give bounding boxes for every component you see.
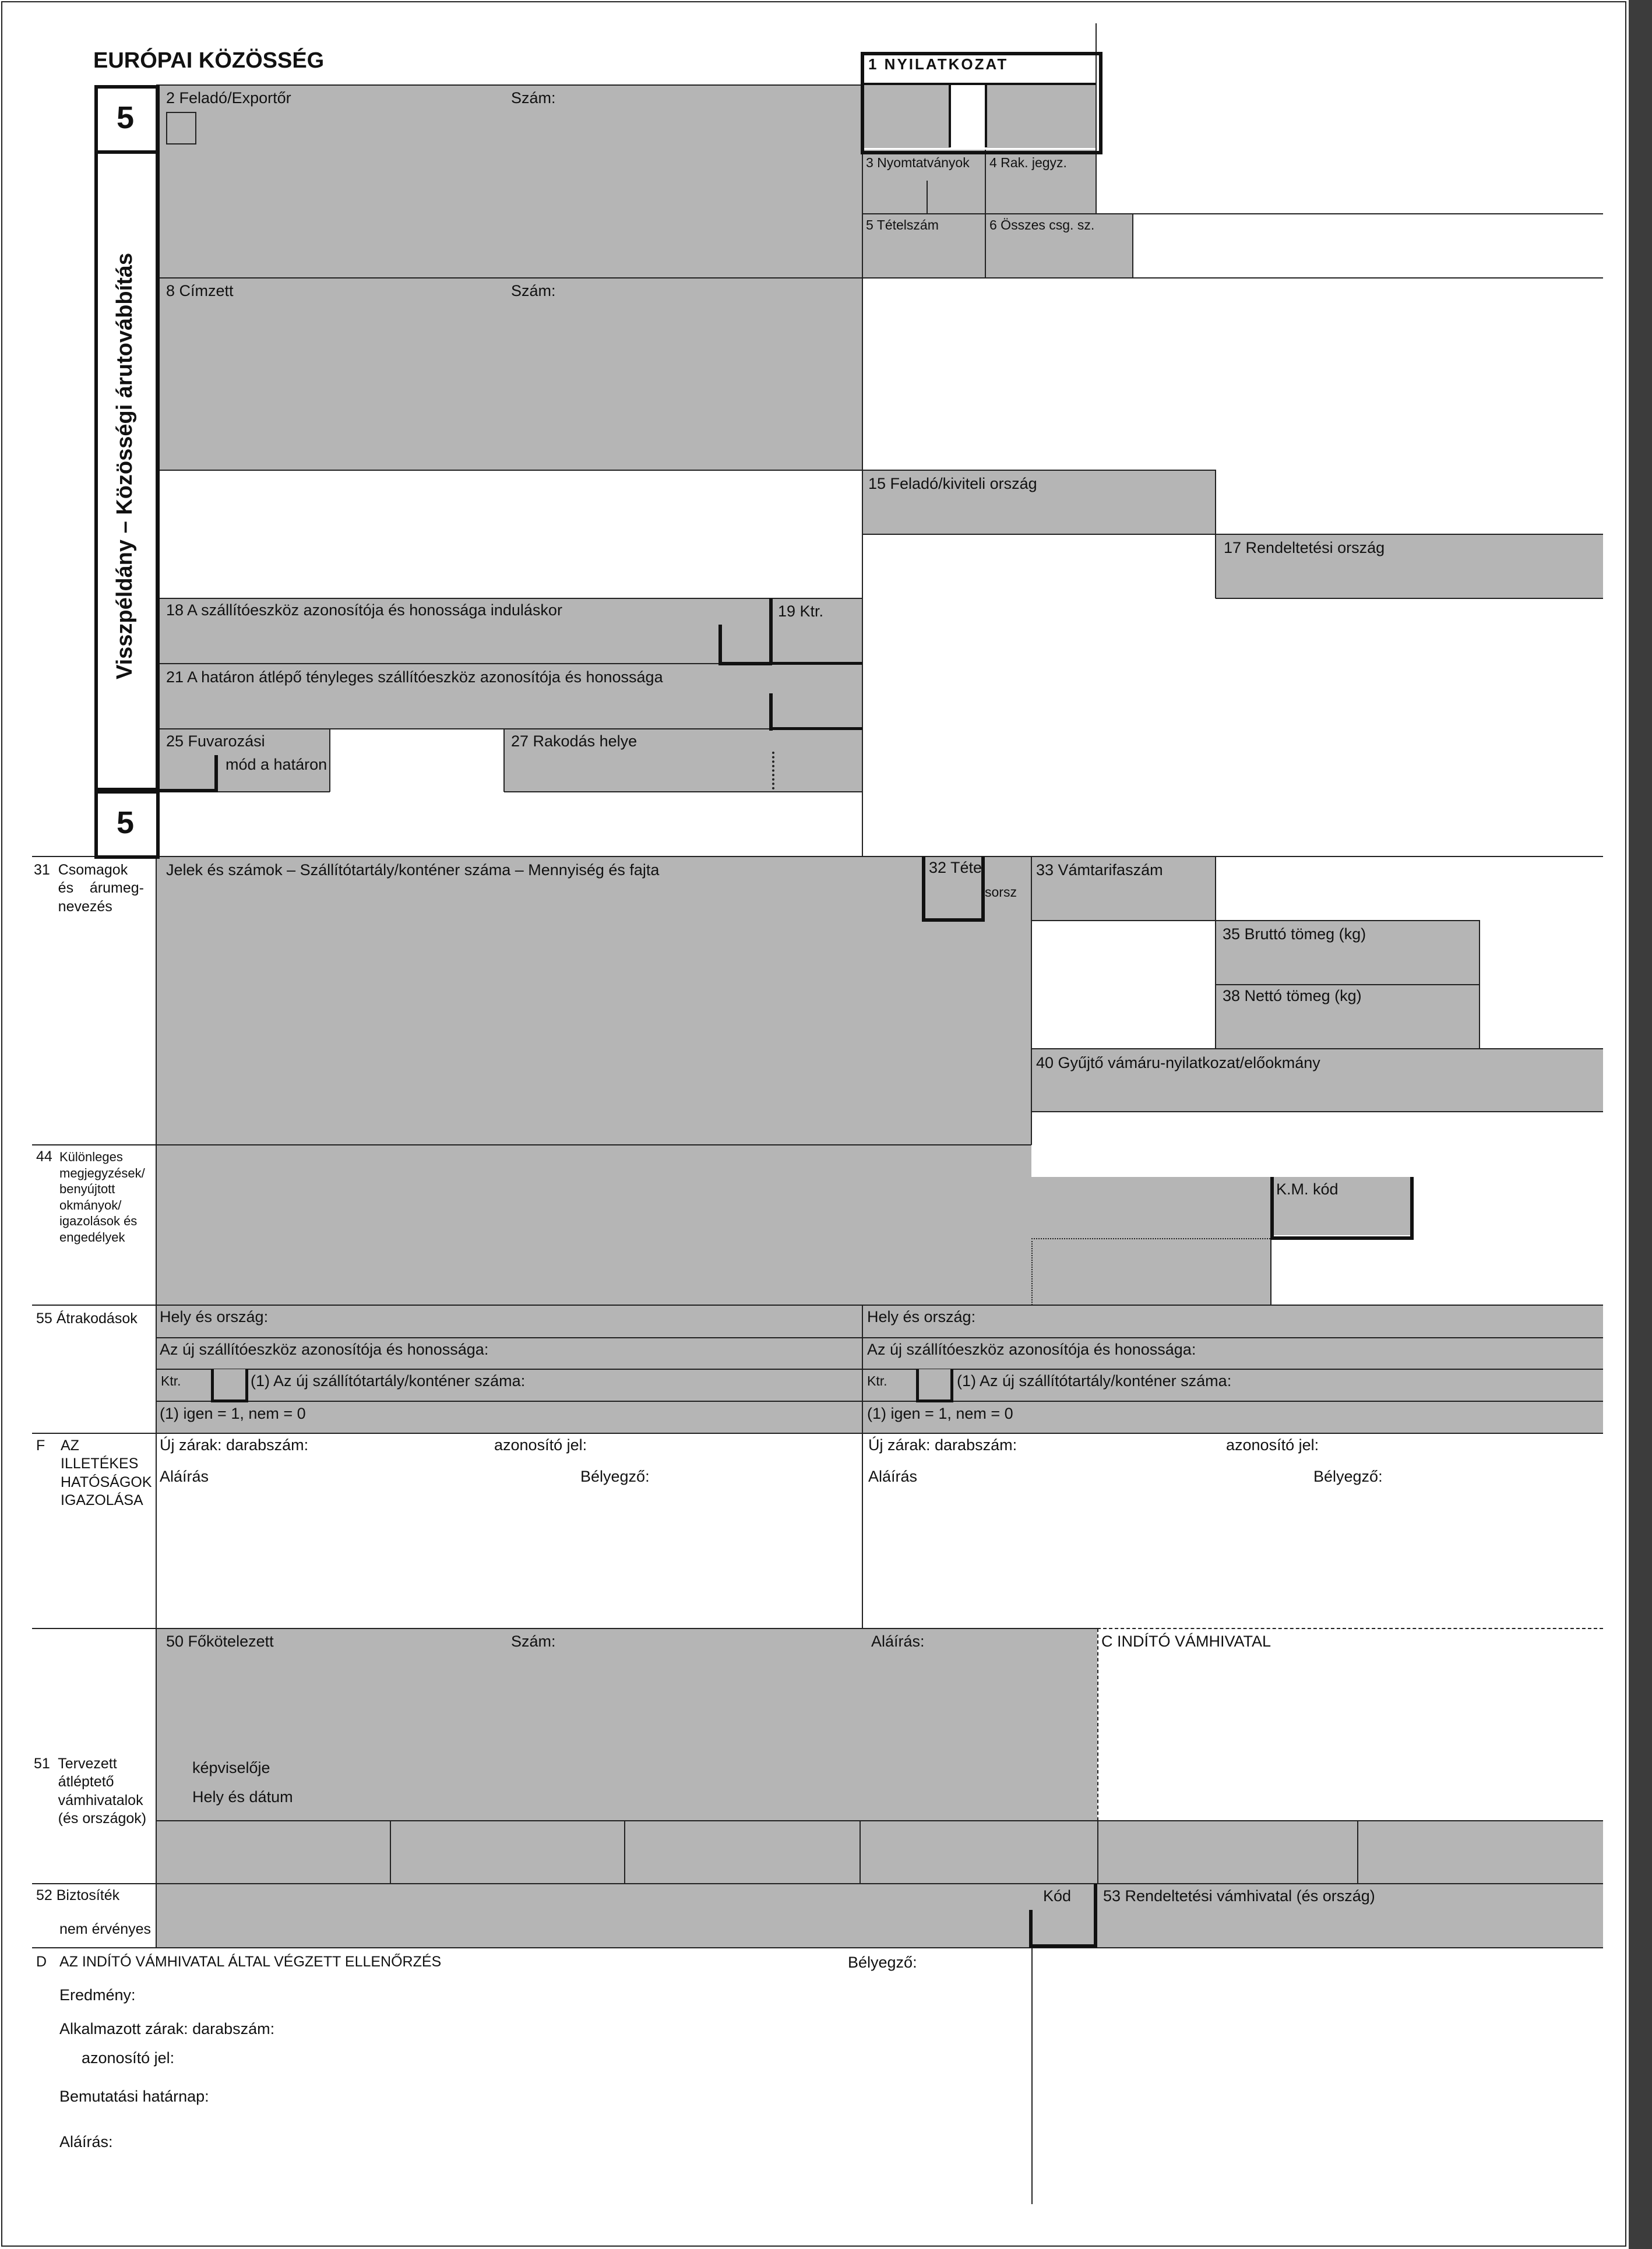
bracket-km-base [1270,1236,1414,1240]
box-55-side-label: 55 Átrakodások [36,1310,138,1327]
box-40-label: 40 Gyűjtő vámáru-nyilatkozat/előokmány [1036,1054,1320,1071]
d-seals-label: Alkalmazott zárak: darabszám: [59,2020,275,2038]
box-52-invalid-label: nem érvényes [59,1921,152,1937]
box-55-place-left: Hely és ország: [160,1308,269,1326]
d-seal-id-label: azonosító jel: [82,2049,175,2067]
rule [1357,1821,1358,1884]
field-44-code[interactable] [1031,1235,1270,1305]
rule [329,729,330,792]
right-margin-bar [1629,0,1652,2249]
box-55-place-right: Hely és ország: [867,1308,976,1326]
bracket-km [1270,1177,1274,1240]
bracket-21 [769,693,773,731]
box-50-signature-label: Aláírás: [871,1633,925,1650]
box-32-sublabel: sorsz [985,884,1017,900]
rule [1216,598,1603,599]
rule [1031,1048,1603,1049]
field-50-principal[interactable] [156,1628,1097,1821]
rule [624,1821,625,1884]
rule [1097,1821,1098,1884]
box-51-side-label: 51 Tervezett átléptető vámhivatalok (és országok) [34,1756,147,1827]
rule-dashed [1097,1628,1098,1821]
rule [862,470,1216,471]
rule-dotted [1031,1238,1033,1305]
copy-number-bottom-text: 5 [117,805,135,840]
f-stamp-right: Bélyegző: [1313,1468,1383,1485]
box-55-container-right: (1) Az új szállítótartály/konténer száma: [957,1372,1232,1390]
rule [860,1821,861,1884]
km-code-label: K.M. kód [1276,1180,1338,1198]
office-of-departure-label: C INDÍTÓ VÁMHIVATAL [1101,1633,1271,1650]
rule [1270,1235,1271,1305]
box-38-label: 38 Nettó tömeg (kg) [1223,987,1362,1004]
box-52-label: 52 Biztosíték [36,1887,120,1903]
box-19-label: 19 Ktr. [778,602,824,620]
rule [156,470,862,471]
rule [32,1144,1031,1145]
rule [390,1821,391,1884]
box-50-label: 50 Főkötelezett [166,1633,274,1650]
box-50-representative: képviselője [192,1759,270,1776]
box-15-label: 15 Feladó/kiviteli ország [868,475,1037,492]
bracket-18 [718,625,772,665]
box-17-label: 17 Rendeltetési ország [1224,539,1385,556]
rule [503,729,505,792]
rule [32,1883,1603,1884]
field-44-remarks[interactable] [156,1145,1031,1305]
box-52-code-label: Kód [1043,1887,1072,1905]
d-result-label: Eredmény: [59,1986,136,2004]
rule [862,85,863,856]
page-title: EURÓPAI KÖZÖSSÉG [93,48,325,73]
rule [985,150,986,278]
box-1-label: 1 NYILATKOZAT [868,55,1009,73]
rule [1031,920,1480,921]
rule [1216,984,1480,985]
field-52-guarantee[interactable] [156,1884,1097,1948]
box-5-label: 5 Tételszám [866,217,939,232]
box-21-label: 21 A határon átlépő tényleges szállítóeszköz azonosítója és honossága [166,668,663,686]
rule [1031,1948,1033,2204]
f-signature-right: Aláírás [868,1468,918,1485]
rule [32,856,1603,857]
rule [1031,856,1032,1145]
box-50-num-label: Szám: [511,1633,556,1650]
rule [32,1947,1603,1948]
f-letter: F [36,1437,45,1454]
box-8-label: 8 Címzett [166,282,234,299]
box-55-yesno-right: (1) igen = 1, nem = 0 [867,1405,1013,1422]
box-18-label: 18 A szállítóeszköz azonosítója és honossága induláskor [166,601,562,619]
box-55-yesno-left: (1) igen = 1, nem = 0 [160,1405,306,1422]
field-8-consignee[interactable] [156,277,862,470]
d-deadline-label: Bemutatási határnap: [59,2088,209,2105]
rule [1215,856,1216,1049]
bracket-km-right [1410,1177,1414,1240]
box-44-number: 44 [36,1148,52,1165]
box-27-label: 27 Rakodás helye [511,732,637,750]
box-55-ktr-checkbox-left[interactable] [211,1369,248,1402]
rule [1215,470,1216,598]
rule [32,1305,1603,1306]
rule [1479,920,1480,1049]
box-35-label: 35 Bruttó tömeg (kg) [1223,925,1366,943]
box-31-label: Jelek és számok – Szállítótartály/konténer száma – Mennyiség és fajta [166,861,660,879]
rule [862,534,1603,535]
box-25-sublabel: mód a határon [226,756,327,773]
rule [156,856,157,1948]
field-44-remarks-right[interactable] [1031,1177,1413,1235]
rule [156,277,1603,279]
rule [32,1628,1097,1629]
box-55-vehicle-left: Az új szállítóeszköz azonosítója és honossága: [160,1341,489,1358]
box-1-gap-right [985,85,987,147]
rule-dotted [1031,1238,1270,1239]
bracket-kod [1029,1910,1033,1948]
box-55-ktr-right: Ktr. [867,1373,887,1388]
box-25-label: 25 Fuvarozási [166,732,265,750]
rule [156,84,862,86]
d-signature-label: Aláírás: [59,2133,113,2151]
d-title: AZ INDÍTÓ VÁMHIVATAL ÁLTAL VÉGZETT ELLENŐRZÉS [59,1954,442,1970]
box-32-label: 32 Tétel [929,859,986,876]
box-6-label: 6 Összes csg. sz. [989,217,1095,232]
box-2-num-label: Szám: [511,89,556,107]
box-53-label: 53 Rendeltetési vámhivatal (és ország) [1103,1887,1375,1905]
f-side-label: AZ ILLETÉKES HATÓSÁGOK IGAZOLÁSA [61,1437,152,1508]
f-seal-id-right: azonosító jel: [1226,1436,1319,1454]
box-4-label: 4 Rak. jegyz. [989,155,1067,170]
f-signature-left: Aláírás [160,1468,209,1485]
box-8-num-label: Szám: [511,282,556,299]
box-31-side-label: 31 Csomagok és árumeg- nevezés [34,862,144,915]
box-3-divider [927,181,928,214]
rule [862,1305,863,1628]
field-51-offices-of-transit[interactable] [156,1821,1603,1884]
box-2-label: 2 Feladó/Exportőr [166,89,291,107]
copy-number-top-text: 5 [117,100,135,135]
rule [1031,1111,1603,1112]
box-1-divider [862,83,1096,85]
rule [156,1369,1603,1370]
rule-dashed [1097,1628,1603,1629]
box-33-label: 33 Vámtarifaszám [1036,861,1163,879]
d-letter: D [36,1954,47,1970]
rule-dotted [772,752,774,789]
rule [156,1820,1603,1821]
box-55-vehicle-right: Az új szállítóeszköz azonosítója és honossága: [867,1341,1196,1358]
field-31-goods[interactable] [156,856,1031,1145]
bracket-kod-right [1094,1884,1097,1948]
rule [156,1401,1603,1402]
box-44-side-label: Különleges megjegyzések/ benyújtott okmányok/ igazolások és engedélyek [59,1150,145,1245]
box-50-place-date: Hely és dátum [192,1788,293,1806]
rule [156,598,862,599]
f-new-seals-left: Új zárak: darabszám: [160,1436,309,1454]
side-label: Visszpéldány – Közösségi árutovábbítás [112,252,138,680]
bracket-kod-base [1029,1944,1097,1948]
box-1-gap-left [949,85,951,147]
bracket-19-base [769,662,862,665]
rule [1132,214,1133,278]
rule [156,728,862,729]
box-55-ktr-left: Ktr. [161,1373,181,1388]
box-55-container-left: (1) Az új szállítótartály/konténer száma: [251,1372,526,1390]
f-new-seals-right: Új zárak: darabszám: [868,1436,1017,1454]
rule [504,791,862,792]
f-seal-id-left: azonosító jel: [494,1436,587,1454]
bracket-25 [156,755,218,792]
d-stamp-label: Bélyegző: [848,1954,917,1971]
rule [156,1337,1603,1338]
rule [32,1433,1603,1434]
bracket-21-base [769,727,862,730]
box-55-ktr-checkbox-right[interactable] [916,1369,953,1402]
box-2-checkbox[interactable] [166,112,196,144]
rule [862,213,1603,214]
box-3-label: 3 Nyomtatványok [866,155,970,170]
f-stamp-left: Bélyegző: [580,1468,650,1485]
bracket-19 [769,598,773,664]
field-2-exporter[interactable] [156,85,862,277]
